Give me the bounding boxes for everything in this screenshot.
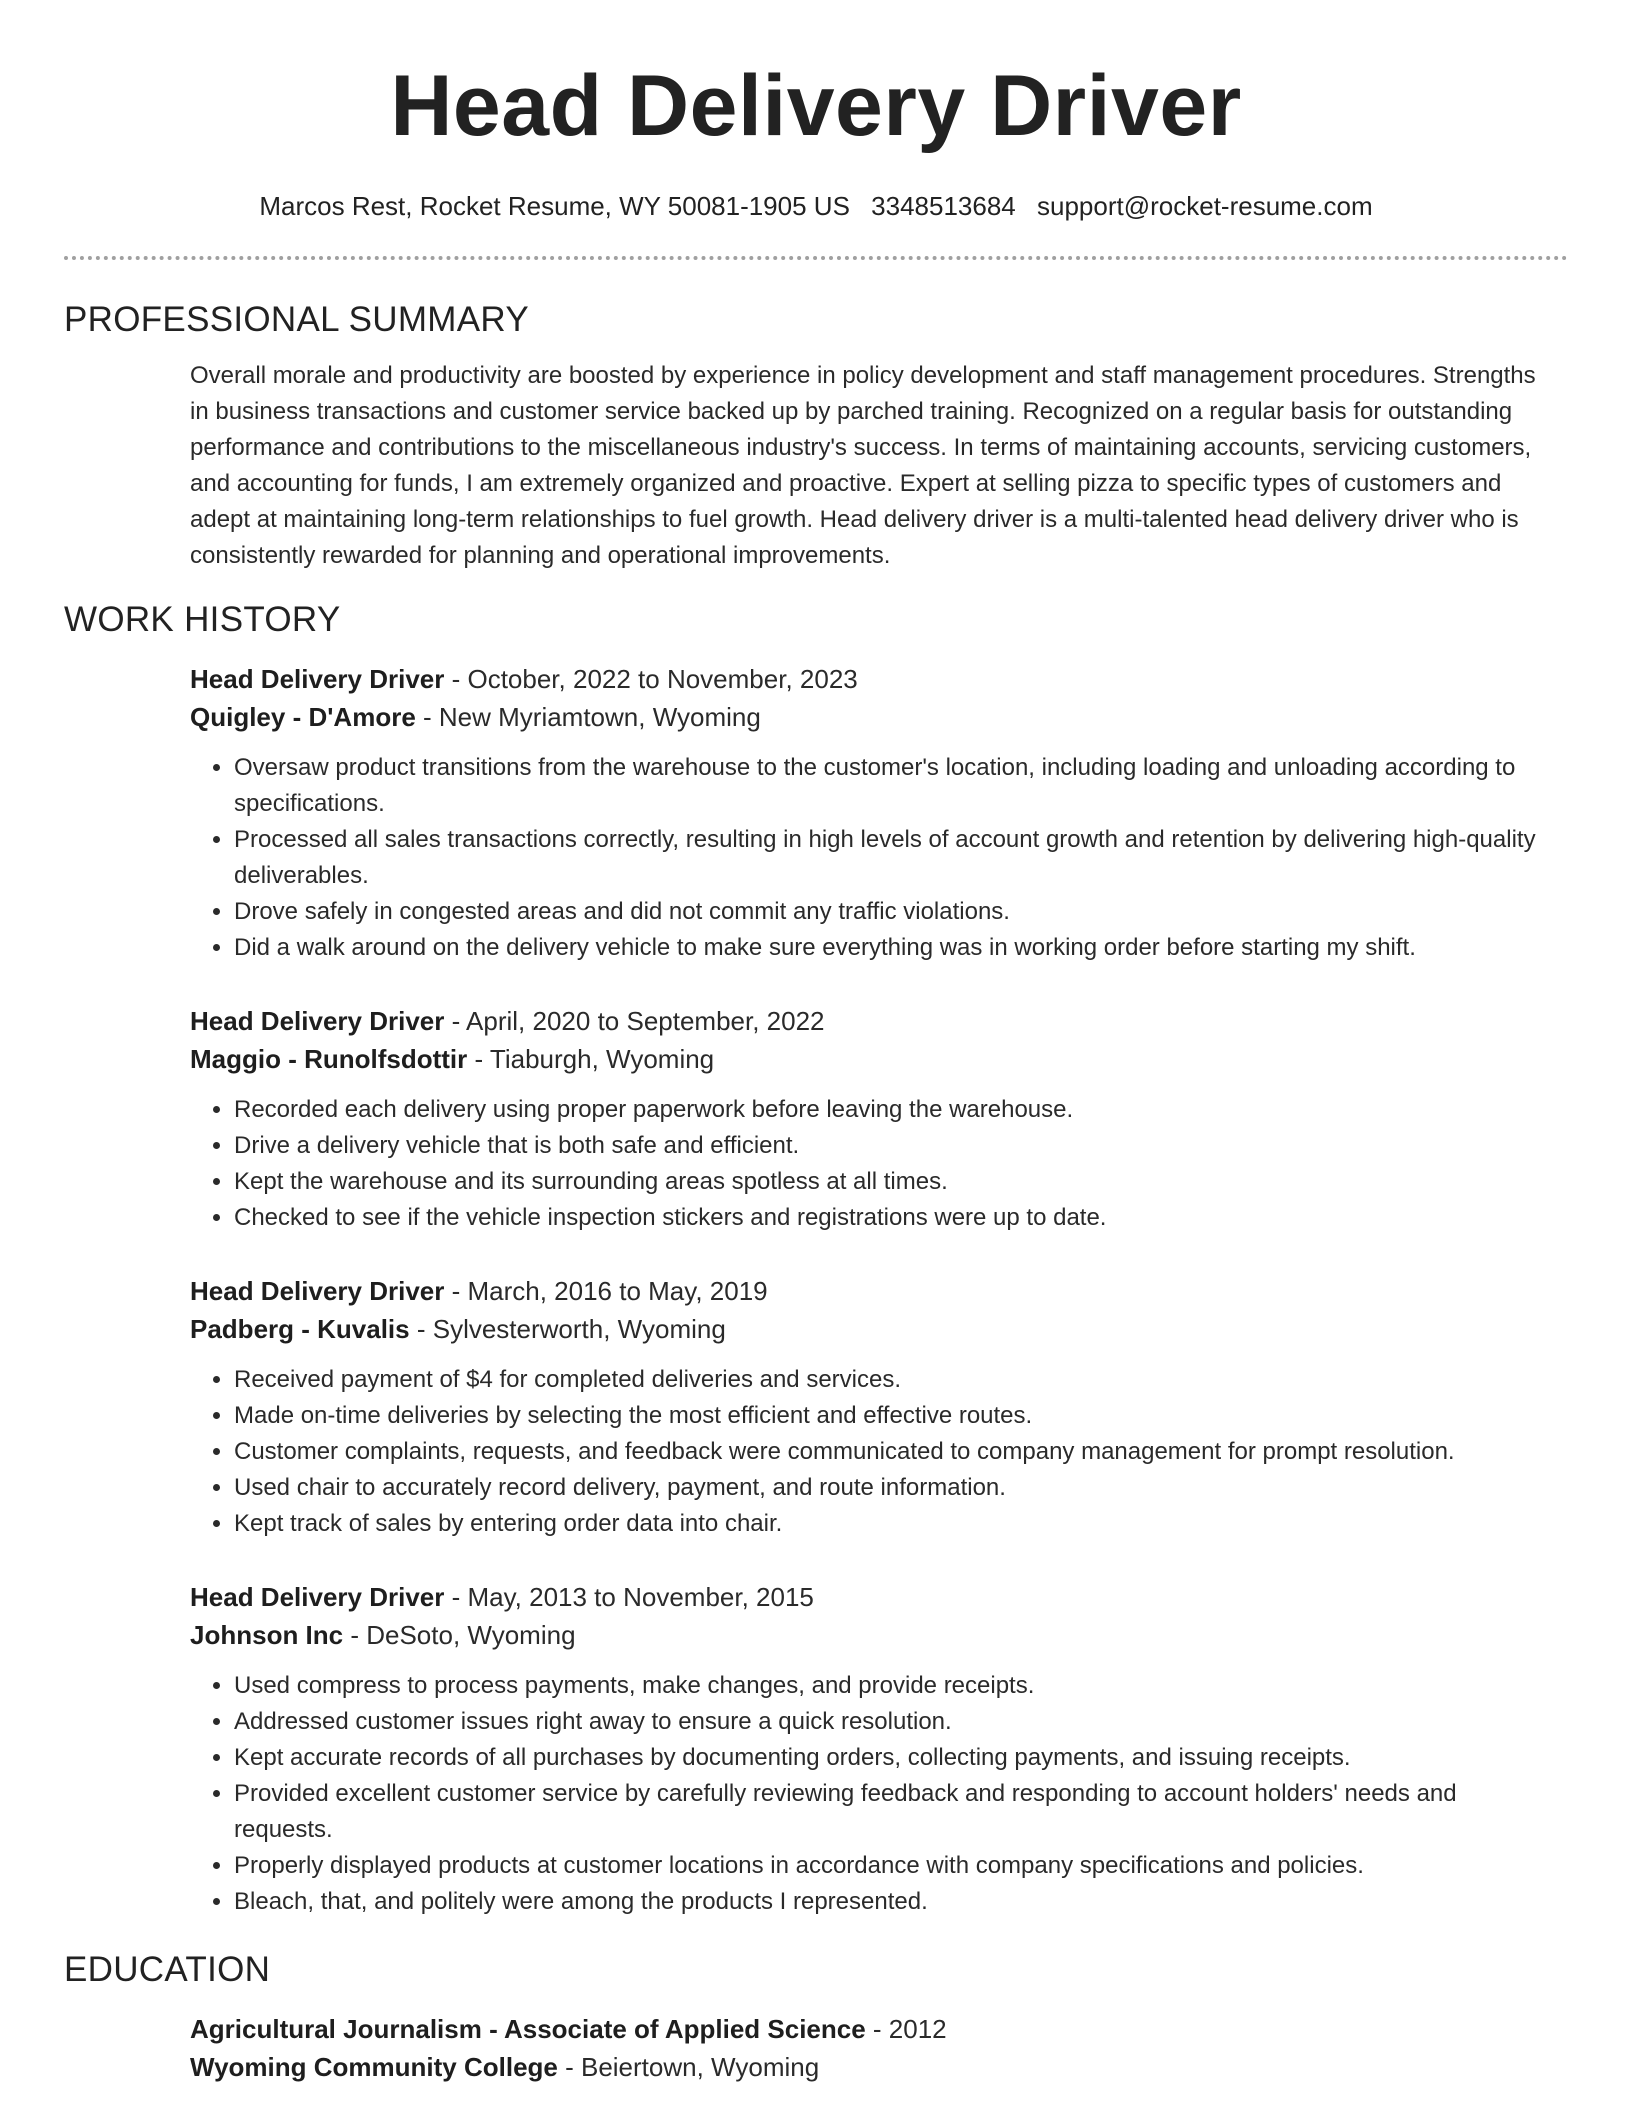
contact-phone: 3348513684 [871,191,1016,221]
job-location: - Tiaburgh, Wyoming [467,1044,715,1074]
job-bullet: • Used compress to process payments, make changes, and provide receipts. [234,1668,1548,1704]
job-bullet: • Oversaw product transitions from the warehouse to the customer's location, including loading and unloading according to specifications. [234,750,1548,822]
job-role: Head Delivery Driver [190,1276,445,1306]
job-entry [190,1002,1548,1236]
education-entry [190,2010,1548,2086]
job-bullets [190,1092,1548,1236]
job-company-line [190,1310,1548,1348]
job-bullet: • Bleach, that, and politely were among the products I represented. [234,1884,1548,1920]
job-bullet: • Used chair to accurately record delivery, payment, and route information. [234,1470,1548,1506]
resume-header [64,0,1568,222]
contact-address: Marcos Rest, Rocket Resume, WY 50081-1905 US [259,191,850,221]
summary-heading: PROFESSIONAL SUMMARY [64,300,529,339]
job-location: - Sylvesterworth, Wyoming [409,1314,726,1344]
education-degree-line [190,2010,1548,2048]
job-title-line [190,1272,1548,1310]
job-role: Head Delivery Driver [190,1582,445,1612]
candidate-name: Head Delivery Driver [390,58,1242,154]
job-bullets [190,750,1548,966]
job-company-line [190,1040,1548,1078]
contact-email: support@rocket-resume.com [1037,191,1373,221]
job-company: Johnson Inc [190,1620,344,1650]
header-divider [64,256,1568,260]
job-bullet: • Kept accurate records of all purchases by documenting orders, collecting payments, and issuing receipts. [234,1740,1548,1776]
education-section [64,1948,1568,2086]
education-school-line [190,2048,1548,2086]
job-role: Head Delivery Driver [190,664,445,694]
job-bullet: • Drove safely in congested areas and did not commit any traffic violations. [234,894,1548,930]
jobs-list [190,660,1548,1920]
education-school: Wyoming Community College [190,2052,558,2082]
job-bullet: • Addressed customer issues right away to ensure a quick resolution. [234,1704,1548,1740]
job-title-line [190,660,1548,698]
job-dates: - March, 2016 to May, 2019 [444,1276,768,1306]
contact-line [64,190,1568,222]
job-dates: - April, 2020 to September, 2022 [444,1006,825,1036]
job-title-line [190,1002,1548,1040]
job-dates: - May, 2013 to November, 2015 [444,1582,814,1612]
job-bullet: • Properly displayed products at customer locations in accordance with company specifications and policies. [234,1848,1548,1884]
job-bullet: • Received payment of $4 for completed deliveries and services. [234,1362,1548,1398]
job-title-line [190,1578,1548,1616]
job-location: - New Myriamtown, Wyoming [415,702,761,732]
job-bullets [190,1668,1548,1920]
education-heading: EDUCATION [64,1950,271,1989]
job-bullet: • Recorded each delivery using proper paperwork before leaving the warehouse. [234,1092,1548,1128]
job-bullet: • Kept track of sales by entering order data into chair. [234,1506,1548,1542]
education-degree: Agricultural Journalism - Associate of Applied Science [190,2014,866,2044]
work-history-heading: WORK HISTORY [64,600,341,639]
job-company: Quigley - D'Amore [190,702,416,732]
job-bullet: • Processed all sales transactions correctly, resulting in high levels of account growth and retention by delivering high-quality deliverables. [234,822,1548,894]
job-entry [190,1272,1548,1542]
job-company-line [190,1616,1548,1654]
job-company-line [190,698,1548,736]
work-history-section [64,598,1568,1920]
job-bullets [190,1362,1548,1542]
job-bullet: • Checked to see if the vehicle inspection stickers and registrations were up to date. [234,1200,1548,1236]
job-bullet: • Kept the warehouse and its surrounding areas spotless at all times. [234,1164,1548,1200]
job-location: - DeSoto, Wyoming [343,1620,576,1650]
summary-text: Overall morale and productivity are boosted by experience in policy development and staff management procedures. Strengths in business transactions and customer service backed up by parched training. Recognized on a regular basis for outstanding performance and contributions to the miscellaneous industry's success. In terms of maintaining accounts, servicing customers, and accounting for funds, I am extremely organized and proactive. Expert at selling pizza to specific types of customers and adept at maintaining long-term relationships to fuel growth. Head delivery driver is a multi-talented head delivery driver who is consistently rewarded for planning and operational improvements. [190,362,1536,569]
summary-section [64,298,1568,574]
job-company: Maggio - Runolfsdottir [190,1044,468,1074]
job-role: Head Delivery Driver [190,1006,445,1036]
job-entry [190,660,1548,966]
education-location: - Beiertown, Wyoming [557,2052,820,2082]
job-bullet: • Did a walk around on the delivery vehicle to make sure everything was in working order before starting my shift. [234,930,1548,966]
job-bullet: • Drive a delivery vehicle that is both safe and efficient. [234,1128,1548,1164]
job-bullet: • Made on-time deliveries by selecting the most efficient and effective routes. [234,1398,1548,1434]
education-year: - 2012 [865,2014,947,2044]
job-bullet: • Provided excellent customer service by carefully reviewing feedback and responding to account holders' needs and requests. [234,1776,1548,1848]
job-bullet: • Customer complaints, requests, and feedback were communicated to company management for prompt resolution. [234,1434,1548,1470]
job-company: Padberg - Kuvalis [190,1314,410,1344]
job-dates: - October, 2022 to November, 2023 [444,664,858,694]
job-entry [190,1578,1548,1920]
